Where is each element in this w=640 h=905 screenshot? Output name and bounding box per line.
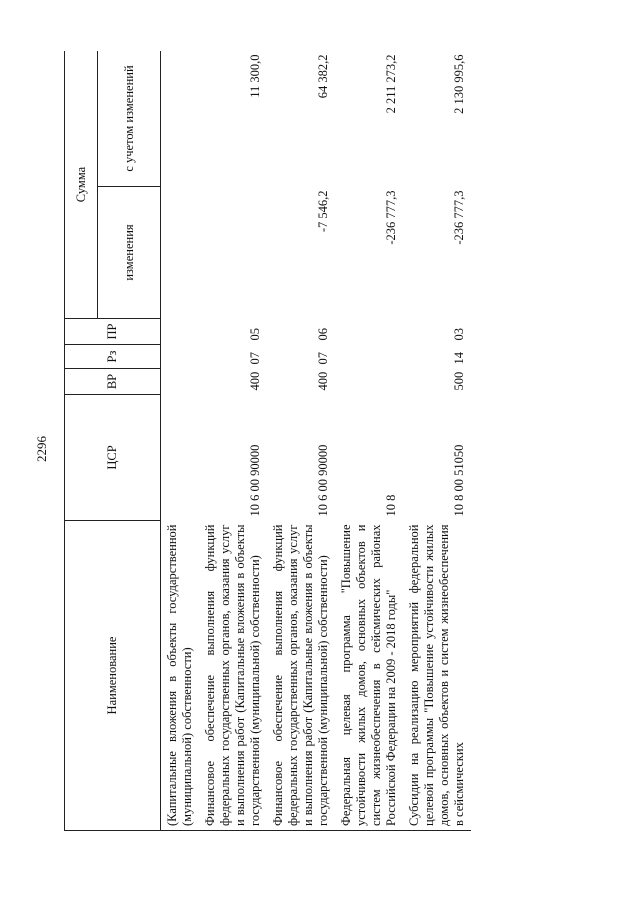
table-row xyxy=(267,51,335,831)
table-body xyxy=(161,51,472,831)
row-vr: 400 xyxy=(316,371,330,391)
header-vr: ВР xyxy=(65,369,161,395)
row-total: 64 382,2 xyxy=(316,54,330,99)
row-changes xyxy=(199,187,267,319)
row-pr xyxy=(161,319,200,345)
header-rz: Рз xyxy=(65,345,161,369)
row-rz: 14 xyxy=(452,352,466,365)
row-changes: -236 777,3 xyxy=(452,190,466,245)
page-number: 2296 xyxy=(34,436,49,462)
header-changes: изменения xyxy=(98,187,161,319)
row-rz: 07 xyxy=(316,352,330,365)
document-page xyxy=(64,51,584,831)
row-total: 11 300,0 xyxy=(248,54,262,98)
row-total xyxy=(161,51,200,187)
header-with-changes: с учетом изменений xyxy=(98,51,161,187)
header-sum: Сумма xyxy=(65,51,98,319)
row-pr xyxy=(335,319,403,345)
row-vr: 500 xyxy=(452,371,466,391)
row-vr xyxy=(335,369,403,395)
row-total: 2 211 273,2 xyxy=(384,54,398,114)
row-csr: 10 8 xyxy=(384,494,398,517)
table-row xyxy=(403,51,471,831)
row-vr: 400 xyxy=(248,371,262,391)
row-pr: 03 xyxy=(452,328,466,341)
header-csr: ЦСР xyxy=(65,395,161,521)
row-rz xyxy=(335,345,403,369)
header-name: Наименование xyxy=(65,521,161,831)
row-pr: 05 xyxy=(248,328,262,341)
row-name: (Капитальные вложения в объекты государственной (муниципальной) собственности) xyxy=(161,521,200,831)
row-csr: 10 6 00 90000 xyxy=(316,444,330,517)
row-name: Финансовое обеспечение выполнения функций федеральных государственных органов, оказания услуг и выполнения работ (Капитальные вложения в объекты государственной (муниципальной) собственности) xyxy=(199,521,267,831)
header-pr: ПР xyxy=(65,319,161,345)
row-name: Финансовое обеспечение выполнения функций федеральных государственных органов, оказания услуг и выполнения работ (Капитальные вложения в объекты государственной (муниципальной) собственности) xyxy=(267,521,335,831)
row-changes xyxy=(161,187,200,319)
row-changes: -7 546,2 xyxy=(316,190,330,233)
row-csr: 10 6 00 90000 xyxy=(248,444,262,517)
budget-table xyxy=(64,51,471,831)
row-changes: -236 777,3 xyxy=(384,190,398,245)
row-pr: 06 xyxy=(316,328,330,341)
row-name: Субсидии на реализацию мероприятий федеральной целевой программы "Повышение устойчивости жилых домов, основных объектов и систем жизнеобеспечения в сейсмических xyxy=(403,521,471,831)
row-vr xyxy=(161,369,200,395)
row-total: 2 130 995,6 xyxy=(452,54,466,114)
row-csr xyxy=(161,395,200,521)
rotated-table-container xyxy=(64,51,584,831)
table-row xyxy=(335,51,403,831)
row-csr: 10 8 00 51050 xyxy=(452,444,466,517)
row-rz: 07 xyxy=(248,352,262,365)
row-rz xyxy=(161,345,200,369)
table-row xyxy=(199,51,267,831)
table-row xyxy=(161,51,200,831)
row-name: Федеральная целевая программа "Повышение устойчивости жилых домов, основных объектов и систем жизнеобеспечения в сейсмических районах Российской Федерации на 2009 - 2018 годы" xyxy=(335,521,403,831)
